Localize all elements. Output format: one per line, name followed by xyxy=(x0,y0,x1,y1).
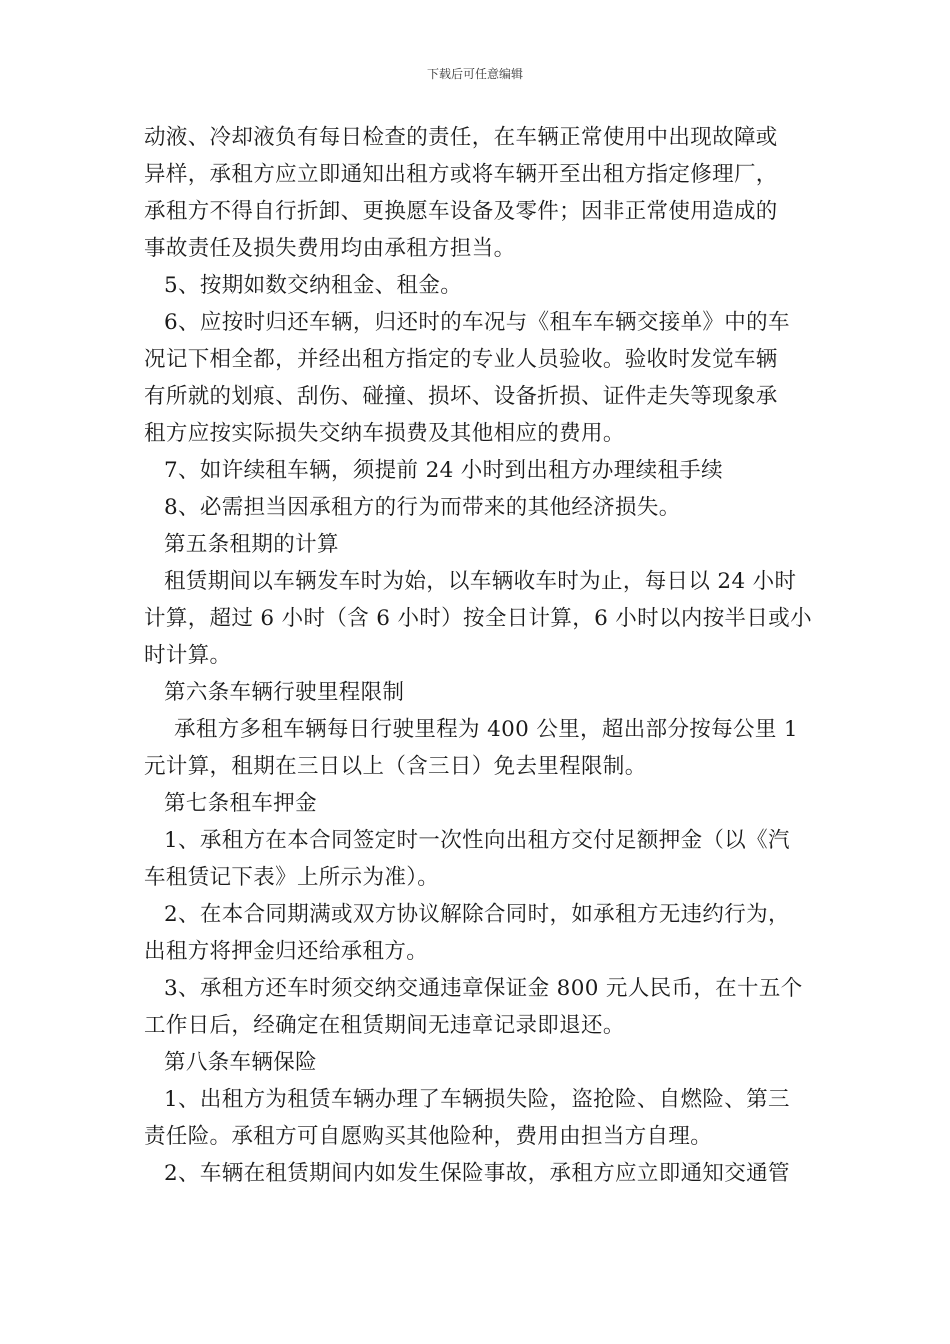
document-body xyxy=(144,119,812,1192)
text-line: 车租赁记下表》上所示为准）。 xyxy=(144,865,440,890)
text-line: 2、在本合同期满或双方协议解除合同时，如承租方无违约行为， xyxy=(164,902,790,927)
section-heading: 第七条租车押金 xyxy=(164,791,317,816)
text-line: 工作日后，经确定在租赁期间无违章记录即退还。 xyxy=(144,1013,625,1038)
text-line: 元计算，租期在三日以上（含三日）免去里程限制。 xyxy=(144,754,647,779)
section-heading: 第五条租期的计算 xyxy=(164,532,339,557)
text-line: 时计算。 xyxy=(144,643,232,668)
text-line: 有所就的划痕、刮伤、碰撞、损坏、设备折损、证件走失等现象承 xyxy=(144,384,778,409)
text-line: 承租方多租车辆每日行驶里程为 400 公里，超出部分按每公里 1 xyxy=(174,717,798,742)
text-line: 出租方将押金归还给承租方。 xyxy=(144,939,429,964)
text-line: 动液、冷却液负有每日检查的责任，在车辆正常使用中出现故障或 xyxy=(144,125,778,150)
text-line: 责任险。承租方可自愿购买其他险种，费用由担当方自理。 xyxy=(144,1124,713,1149)
text-line: 3、承租方还车时须交纳交通违章保证金 800 元人民币，在十五个 xyxy=(164,976,803,1001)
text-line: 5、按期如数交纳租金、租金。 xyxy=(164,273,463,298)
text-line: 租赁期间以车辆发车时为始，以车辆收车时为止，每日以 24 小时 xyxy=(164,569,797,594)
text-line: 异样，承租方应立即通知出租方或将车辆开至出租方指定修理厂， xyxy=(144,162,778,187)
text-line: 承租方不得自行折卸、更换愿车设备及零件；因非正常使用造成的 xyxy=(144,199,778,224)
text-line: 2、车辆在租赁期间内如发生保险事故，承租方应立即通知交通管 xyxy=(164,1161,790,1186)
text-line: 事故责任及损失费用均由承租方担当。 xyxy=(144,236,516,261)
text-line: 1、承租方在本合同签定时一次性向出租方交付足额押金（以《汽 xyxy=(164,828,790,853)
text-line: 7、如许续租车辆，须提前 24 小时到出租方办理续租手续 xyxy=(164,458,724,483)
page-header: 下载后可任意编辑 xyxy=(426,67,523,81)
section-heading: 第八条车辆保险 xyxy=(164,1050,317,1075)
section-heading: 第六条车辆行驶里程限制 xyxy=(164,680,405,705)
text-line: 租方应按实际损失交纳车损费及其他相应的费用。 xyxy=(144,421,625,446)
text-line: 8、必需担当因承租方的行为而带来的其他经济损失。 xyxy=(164,495,681,520)
text-line: 1、出租方为租赁车辆办理了车辆损失险，盗抢险、自燃险、第三 xyxy=(164,1087,790,1112)
text-line: 况记下相全都，并经出租方指定的专业人员验收。验收时发觉车辆 xyxy=(144,347,778,372)
text-line: 计算，超过 6 小时（含 6 小时）按全日计算，6 小时以内按半日或小 xyxy=(144,606,812,631)
text-line: 6、应按时归还车辆，归还时的车况与《租车车辆交接单》中的车 xyxy=(164,310,790,335)
